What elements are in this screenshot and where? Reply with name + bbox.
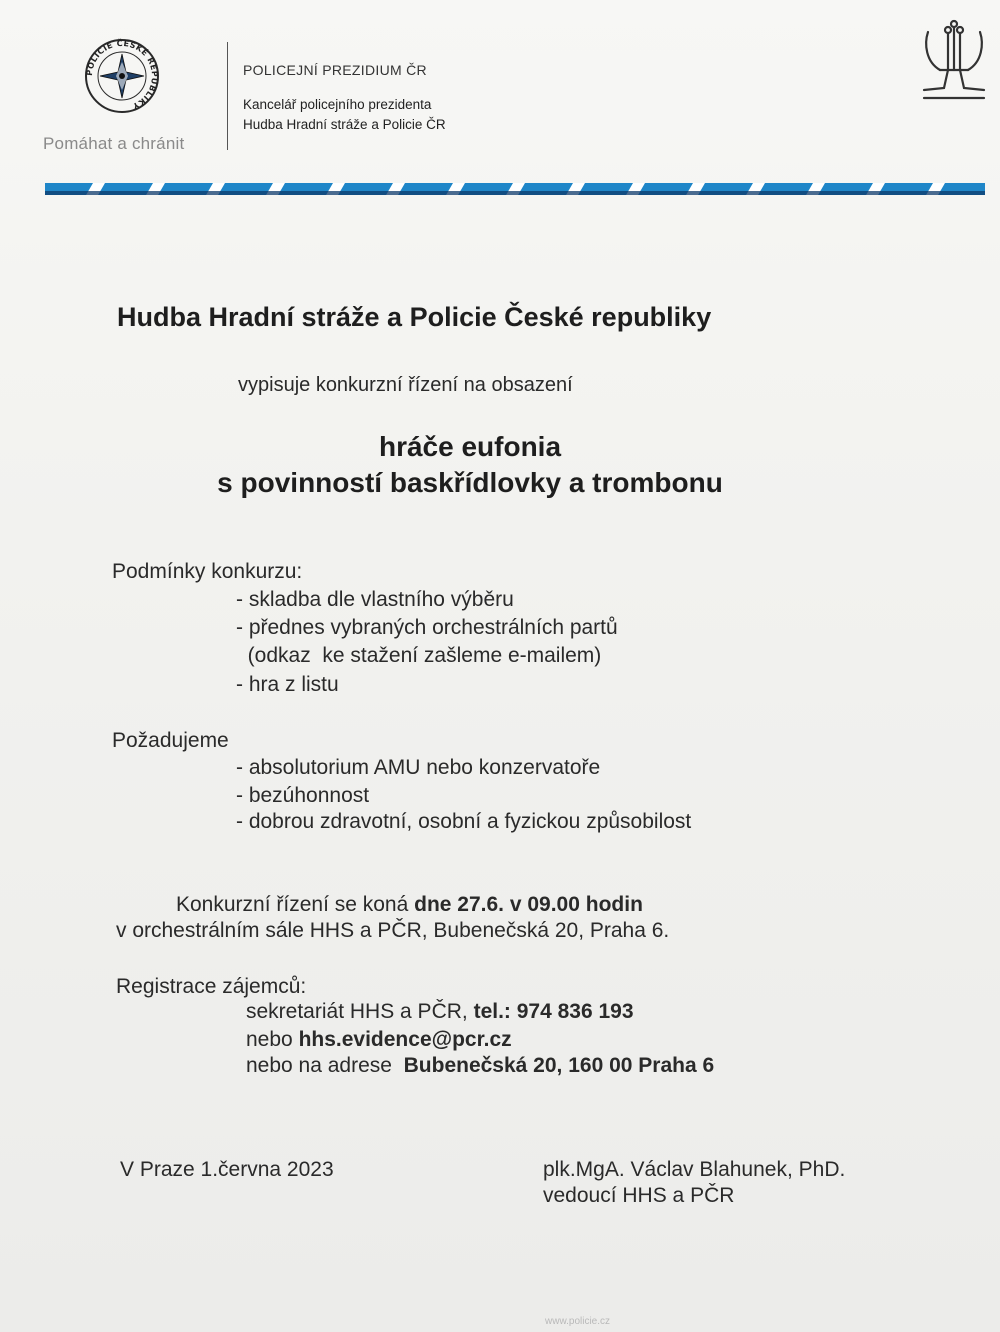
org-name-primary: POLICEJNÍ PREZIDIUM ČR bbox=[243, 62, 427, 78]
registration-address: Bubenečská 20, 160 00 Praha 6 bbox=[403, 1054, 715, 1077]
police-seal-logo bbox=[84, 38, 160, 114]
event-when bbox=[176, 893, 643, 917]
registration-phone-prefix: sekretariát HHS a PČR, bbox=[246, 1000, 474, 1023]
event-where: v orchestrálním sále HHS a PČR, Bubenečská 20, Praha 6. bbox=[116, 919, 670, 942]
registration-email-prefix: nebo bbox=[246, 1028, 299, 1051]
registration-email-line bbox=[246, 1028, 512, 1052]
announcement-lead: vypisuje konkurzní řízení na obsazení bbox=[238, 374, 573, 396]
event-prefix: Konkurzní řízení se koná bbox=[176, 893, 415, 916]
footer-url: www.policie.cz bbox=[545, 1316, 611, 1327]
announcement-title: Hudba Hradní stráže a Policie České republiky bbox=[117, 302, 712, 332]
requirement-item: - absolutorium AMU nebo konzervatoře bbox=[236, 756, 601, 779]
org-name-office: Kancelář policejního prezidenta bbox=[243, 97, 432, 112]
signoff-date: V Praze 1.června 2023 bbox=[120, 1158, 334, 1181]
header-divider bbox=[227, 42, 228, 150]
motto: Pomáhat a chránit bbox=[43, 134, 185, 153]
police-stripe bbox=[45, 183, 985, 195]
registration-label: Registrace zájemců: bbox=[116, 975, 307, 998]
condition-item: - hra z listu bbox=[236, 673, 339, 696]
lyre-icon bbox=[918, 14, 990, 104]
signer-name: plk.MgA. Václav Blahunek, PhD. bbox=[543, 1158, 846, 1181]
svg-text:POLICIE ČESKÉ REPUBLIKY: POLICIE ČESKÉ REPUBLIKY bbox=[84, 38, 160, 111]
position-subtitle: s povinností baskřídlovky a trombonu bbox=[217, 467, 723, 498]
position-title: hráče eufonia bbox=[378, 431, 562, 462]
requirement-item: - dobrou zdravotní, osobní a fyzickou způsobilost bbox=[236, 810, 692, 833]
registration-phone-line bbox=[246, 1000, 634, 1024]
condition-item: (odkaz ke stažení zašleme e-mailem) bbox=[236, 644, 602, 667]
org-name-band: Hudba Hradní stráže a Policie ČR bbox=[243, 117, 446, 132]
condition-item: - přednes vybraných orchestrálních partů bbox=[236, 616, 618, 639]
requirements-label: Požadujeme bbox=[112, 729, 229, 752]
condition-item: - skladba dle vlastního výběru bbox=[236, 588, 514, 611]
event-datetime: dne 27.6. v 09.00 hodin bbox=[414, 893, 643, 916]
signer-title: vedoucí HHS a PČR bbox=[543, 1184, 735, 1207]
registration-address-line bbox=[246, 1054, 714, 1078]
registration-email: hhs.evidence@pcr.cz bbox=[298, 1028, 512, 1051]
requirement-item: - bezúhonnost bbox=[236, 784, 370, 807]
registration-address-prefix: nebo na adrese bbox=[246, 1054, 404, 1077]
conditions-label: Podmínky konkurzu: bbox=[112, 560, 303, 583]
registration-phone: tel.: 974 836 193 bbox=[473, 1000, 634, 1023]
